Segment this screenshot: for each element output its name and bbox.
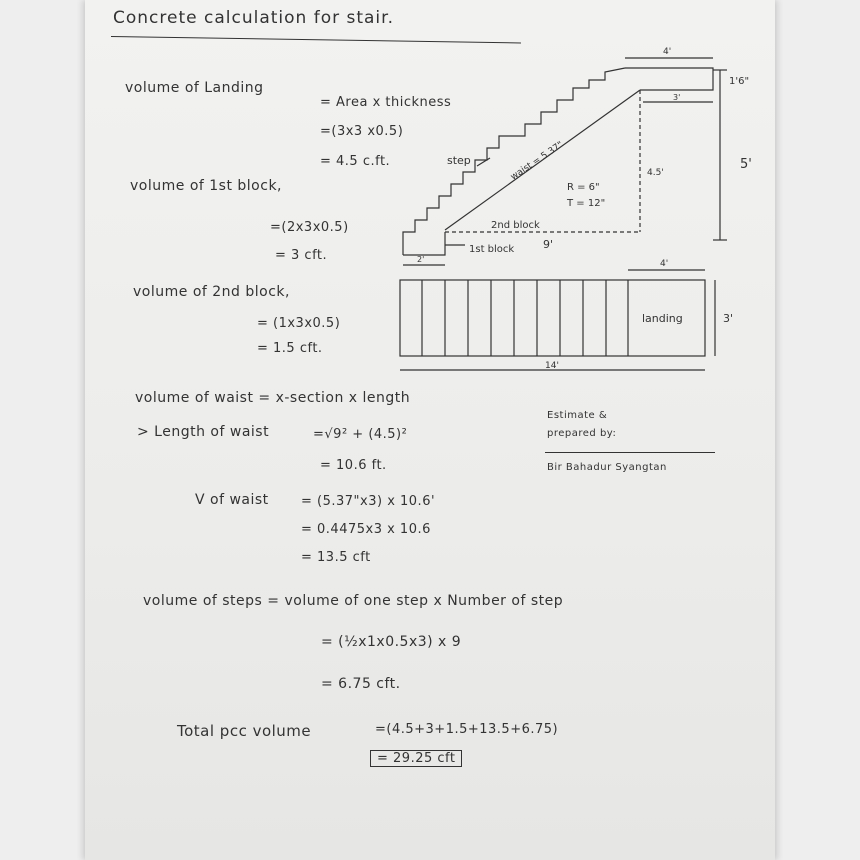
- landing-formula: = Area x thickness: [320, 95, 452, 110]
- sec-block2-label: 2nd block: [491, 220, 540, 231]
- waist-volume-calc2: = 0.4475x3 x 10.6: [301, 522, 431, 537]
- total-label: Total pcc volume: [177, 722, 312, 740]
- block2-result: = 1.5 cft.: [257, 341, 323, 356]
- landing-calc: =(3x3 x0.5): [320, 124, 404, 139]
- landing-result: = 4.5 c.ft.: [320, 154, 391, 169]
- sec-dim-top: 4': [663, 47, 672, 57]
- waist-volume-result: = 13.5 cft: [301, 550, 371, 565]
- steps-calc: = (½x1x0.5x3) x 9: [321, 634, 462, 650]
- block1-calc: =(2x3x0.5): [270, 220, 349, 235]
- plan-dim-width-label: 3': [723, 312, 734, 325]
- total-calc: =(4.5+3+1.5+13.5+6.75): [375, 722, 559, 737]
- sec-dim-bottom: 2': [417, 255, 425, 264]
- waist-length-result: = 10.6 ft.: [320, 458, 387, 473]
- step-arrow: [477, 158, 490, 166]
- plan-landing-label: landing: [642, 312, 683, 325]
- stair-plan-diagram: [390, 256, 760, 380]
- first-block-base: [403, 232, 445, 255]
- page-title: Concrete calculation for stair.: [113, 8, 394, 28]
- estimator-name: Bir Bahadur Syangtan: [547, 462, 667, 473]
- sec-rise: R = 6": [567, 182, 600, 193]
- sec-waist-label: waist = 5.37": [509, 140, 566, 183]
- sec-dim-height: 5': [740, 157, 752, 172]
- sec-dim-right-small: 1'6": [729, 76, 750, 87]
- paper-sheet: [85, 0, 775, 860]
- block1-label: volume of 1st block,: [130, 178, 282, 194]
- landing-slab: [625, 68, 713, 90]
- waist-length-label: > Length of waist: [137, 424, 270, 440]
- landing-label: volume of Landing: [125, 80, 264, 96]
- waist-label: volume of waist = x-section x length: [135, 390, 411, 406]
- total-result: = 29.25 cft: [370, 750, 462, 767]
- block2-calc: = (1x3x0.5): [257, 316, 341, 331]
- estimate-underline: [545, 452, 715, 453]
- stair-section-diagram: [395, 40, 775, 270]
- waist-volume-label: V of waist: [195, 492, 269, 508]
- sec-tread: T = 12": [567, 198, 606, 209]
- steps-result: = 6.75 cft.: [321, 676, 401, 692]
- plan-dim-length-label: 14': [545, 361, 559, 371]
- sec-dim-horizontal: 9': [543, 238, 554, 251]
- plan-dim-top-label: 4': [660, 259, 669, 269]
- estimate-line2: prepared by:: [547, 428, 617, 439]
- estimate-line1: Estimate &: [547, 410, 608, 421]
- sec-step-label: step: [447, 154, 471, 167]
- sec-dim-landing: 3': [673, 93, 681, 102]
- block1-result: = 3 cft.: [275, 248, 328, 263]
- steps-label: volume of steps = volume of one step x Number of step: [143, 593, 564, 609]
- sec-block1-label: 1st block: [469, 244, 515, 255]
- sec-dim-height-inner: 4.5': [647, 168, 664, 178]
- waist-volume-calc1: = (5.37"x3) x 10.6': [301, 494, 436, 509]
- block2-label: volume of 2nd block,: [133, 284, 290, 300]
- waist-length-formula: =√9² + (4.5)²: [313, 427, 408, 442]
